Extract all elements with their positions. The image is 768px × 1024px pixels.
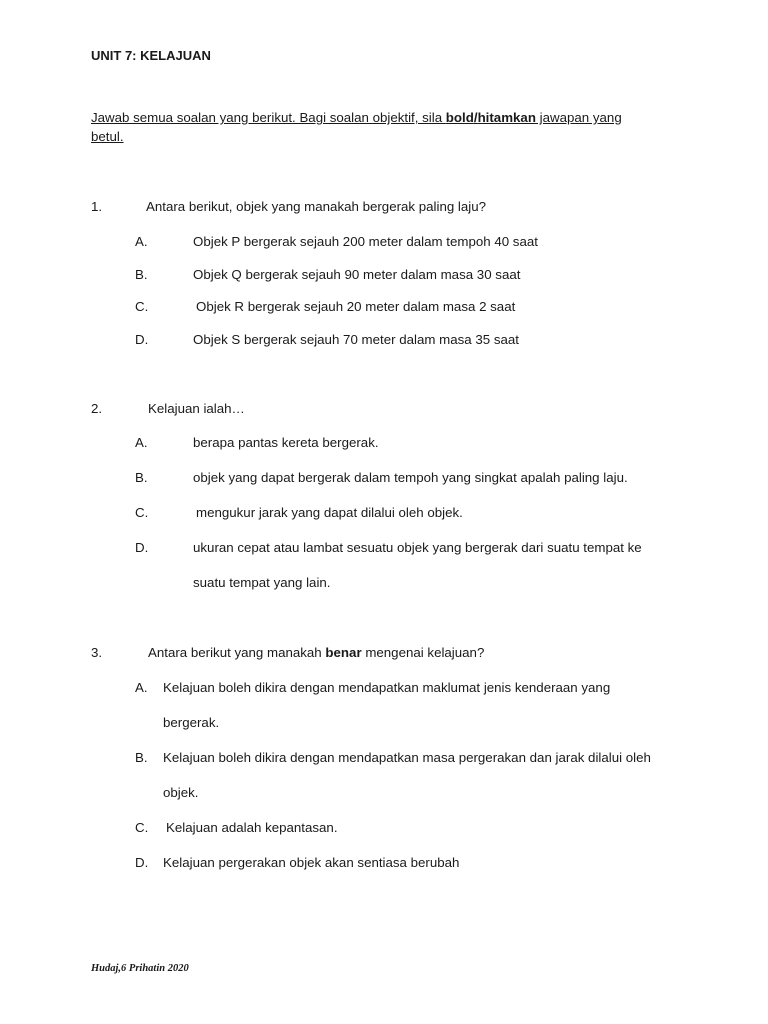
option-text: objek yang dapat bergerak dalam tempoh yang singkat apalah paling laju. <box>193 470 628 485</box>
option-letter: C. <box>135 505 149 520</box>
question-stem: Antara berikut, objek yang manakah bergerak paling laju? <box>146 199 487 214</box>
option-text: Kelajuan boleh dikira dengan mendapatkan maklumat jenis kenderaan yang <box>163 680 611 695</box>
option-letter: B. <box>135 267 148 282</box>
instructions-bold-word: bold <box>445 110 474 125</box>
instructions-text: Jawab semua soalan yang berikut. Bagi soalan objektif, sila <box>91 110 446 125</box>
option-text: ukuran cepat atau lambat sesuatu objek yang bergerak dari suatu tempat ke <box>193 540 642 555</box>
instructions <box>91 108 651 146</box>
option-text-continued: suatu tempat yang lain. <box>193 575 331 590</box>
question-stem <box>148 645 484 660</box>
option-letter: A. <box>135 435 148 450</box>
option-text: Objek P bergerak sejauh 200 meter dalam tempoh 40 saat <box>193 234 538 249</box>
page-footer: Hudaj,6 Prihatin 2020 <box>91 963 189 974</box>
question-stem-bold-word: benar <box>325 645 362 660</box>
option-text-continued: bergerak. <box>163 715 220 730</box>
question-number: 3. <box>91 645 103 660</box>
option-text-continued: objek. <box>163 785 199 800</box>
option-text: Objek Q bergerak sejauh 90 meter dalam masa 30 saat <box>193 267 521 282</box>
page-title: UNIT 7: KELAJUAN <box>91 48 211 63</box>
question-number: 2. <box>91 401 103 416</box>
option-letter: D. <box>135 855 149 870</box>
option-text: Kelajuan pergerakan objek akan sentiasa berubah <box>163 855 460 870</box>
instructions-line-2: betul. <box>91 129 124 144</box>
option-text: mengukur jarak yang dapat dilalui oleh objek. <box>196 505 463 520</box>
option-text: berapa pantas kereta bergerak. <box>193 435 379 450</box>
option-letter: B. <box>135 470 148 485</box>
option-text: Objek R bergerak sejauh 20 meter dalam masa 2 saat <box>196 299 516 314</box>
instructions-bold-word-2: hitamkan <box>477 110 536 125</box>
instructions-text-2: jawapan yang <box>535 110 622 125</box>
option-letter: A. <box>135 680 148 695</box>
question-stem-text: Antara berikut yang manakah <box>148 645 326 660</box>
option-letter: C. <box>135 299 149 314</box>
question-number: 1. <box>91 199 103 214</box>
instructions-slash: / <box>473 110 478 125</box>
question-stem: Kelajuan ialah… <box>148 401 245 416</box>
option-letter: A. <box>135 234 148 249</box>
option-letter: D. <box>135 540 149 555</box>
option-text: Objek S bergerak sejauh 70 meter dalam masa 35 saat <box>193 332 519 347</box>
option-letter: D. <box>135 332 149 347</box>
option-text: Kelajuan boleh dikira dengan mendapatkan masa pergerakan dan jarak dilalui oleh <box>163 750 651 765</box>
option-text: Kelajuan adalah kepantasan. <box>166 820 338 835</box>
question-stem-text-2: mengenai kelajuan? <box>361 645 485 660</box>
option-letter: B. <box>135 750 148 765</box>
option-letter: C. <box>135 820 149 835</box>
